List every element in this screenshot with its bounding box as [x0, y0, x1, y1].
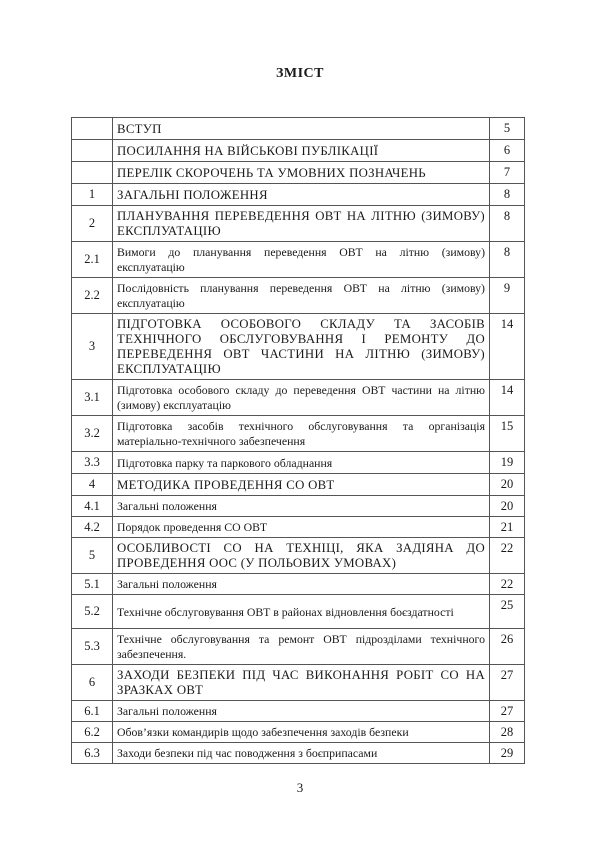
toc-section-title: МЕТОДИКА ПРОВЕДЕННЯ СО ОВТ — [113, 474, 490, 496]
toc-row — [72, 517, 525, 538]
toc-section-title: Загальні положення — [113, 574, 490, 595]
page-number: 3 — [296, 780, 304, 795]
toc-row — [72, 314, 525, 380]
toc-row — [72, 206, 525, 242]
toc-row — [72, 380, 525, 416]
toc-section-title: Технічне обслуговування та ремонт ОВТ підрозділами технічного забезпечення. — [113, 629, 490, 665]
toc-section-number: 3.1 — [72, 380, 113, 416]
toc-row — [72, 452, 525, 474]
toc-section-number: 5.2 — [72, 595, 113, 629]
toc-section-title: ОСОБЛИВОСТІ СО НА ТЕХНІЦІ, ЯКА ЗАДІЯНА ДО ПРОВЕДЕННЯ ООС (У ПОЛЬОВИХ УМОВАХ) — [113, 538, 490, 574]
toc-section-number — [72, 162, 113, 184]
toc-row — [72, 743, 525, 764]
toc-page-number: 29 — [490, 743, 525, 764]
toc-row — [72, 538, 525, 574]
toc-page-number: 28 — [490, 722, 525, 743]
toc-page-number: 22 — [490, 574, 525, 595]
toc-section-number: 3.3 — [72, 452, 113, 474]
toc-page-number: 14 — [490, 380, 525, 416]
toc-section-number: 2 — [72, 206, 113, 242]
toc-page-number: 22 — [490, 538, 525, 574]
toc-section-title: Загальні положення — [113, 701, 490, 722]
toc-section-number: 3.2 — [72, 416, 113, 452]
toc-row — [72, 474, 525, 496]
toc-page-number: 27 — [490, 701, 525, 722]
toc-body — [72, 118, 525, 764]
toc-page-number: 6 — [490, 140, 525, 162]
toc-row — [72, 242, 525, 278]
toc-page-number: 8 — [490, 184, 525, 206]
toc-page-number: 25 — [490, 595, 525, 629]
toc-section-title: Заходи безпеки під час поводження з боєприпасами — [113, 743, 490, 764]
toc-row — [72, 595, 525, 629]
toc-row — [72, 118, 525, 140]
toc-section-number: 6 — [72, 665, 113, 701]
toc-section-title: ПЛАНУВАННЯ ПЕРЕВЕДЕННЯ ОВТ НА ЛІТНЮ (ЗИМОВУ) ЕКСПЛУАТАЦІЮ — [113, 206, 490, 242]
toc-section-title: ВСТУП — [113, 118, 490, 140]
toc-page-number: 14 — [490, 314, 525, 380]
toc-section-title: ПІДГОТОВКА ОСОБОВОГО СКЛАДУ ТА ЗАСОБІВ ТЕХНІЧНОГО ОБСЛУГОВУВАННЯ І РЕМОНТУ ДО ПЕРЕВЕДЕННЯ ОВТ ЧАСТИНИ НА ЛІТНЮ (ЗИМОВУ) ЕКСПЛУАТАЦІЮ — [113, 314, 490, 380]
toc-section-number — [72, 118, 113, 140]
toc-section-title: Технічне обслуговування ОВТ в районах відновлення боєздатності — [113, 595, 490, 629]
toc-page-number: 20 — [490, 496, 525, 517]
toc-page-number: 19 — [490, 452, 525, 474]
toc-row — [72, 162, 525, 184]
toc-page-number: 15 — [490, 416, 525, 452]
toc-section-title: Підготовка парку та паркового обладнання — [113, 452, 490, 474]
toc-page-number: 8 — [490, 242, 525, 278]
toc-section-number: 4 — [72, 474, 113, 496]
toc-row — [72, 665, 525, 701]
toc-section-number: 6.3 — [72, 743, 113, 764]
toc-page-number: 8 — [490, 206, 525, 242]
toc-page-number: 21 — [490, 517, 525, 538]
toc-row — [72, 629, 525, 665]
page-title: ЗМІСТ — [276, 66, 324, 81]
toc-section-title: ЗАХОДИ БЕЗПЕКИ ПІД ЧАС ВИКОНАННЯ РОБІТ СО НА ЗРАЗКАХ ОВТ — [113, 665, 490, 701]
toc-section-title: Вимоги до планування переведення ОВТ на літню (зимову) експлуатацію — [113, 242, 490, 278]
toc-section-title: ПОСИЛАННЯ НА ВІЙСЬКОВІ ПУБЛІКАЦІЇ — [113, 140, 490, 162]
toc-section-number: 2.2 — [72, 278, 113, 314]
toc-section-title: ПЕРЕЛІК СКОРОЧЕНЬ ТА УМОВНИХ ПОЗНАЧЕНЬ — [113, 162, 490, 184]
toc-section-number: 6.1 — [72, 701, 113, 722]
toc-row — [72, 722, 525, 743]
toc-section-title: Підготовка засобів технічного обслуговування та організація матеріально-технічного забезпечення — [113, 416, 490, 452]
toc-section-title: Загальні положення — [113, 496, 490, 517]
toc-page-number: 20 — [490, 474, 525, 496]
toc-section-title: Порядок проведення СО ОВТ — [113, 517, 490, 538]
toc-row — [72, 701, 525, 722]
toc-page-number: 5 — [490, 118, 525, 140]
toc-section-number: 3 — [72, 314, 113, 380]
toc-section-number: 1 — [72, 184, 113, 206]
table-of-contents — [71, 117, 525, 764]
toc-row — [72, 278, 525, 314]
toc-section-number: 6.2 — [72, 722, 113, 743]
toc-row — [72, 140, 525, 162]
toc-section-number: 4.2 — [72, 517, 113, 538]
toc-section-number: 2.1 — [72, 242, 113, 278]
toc-section-number — [72, 140, 113, 162]
toc-section-title: Підготовка особового складу до переведення ОВТ частини на літню (зимову) експлуатацію — [113, 380, 490, 416]
toc-section-title: ЗАГАЛЬНІ ПОЛОЖЕННЯ — [113, 184, 490, 206]
toc-page-number: 27 — [490, 665, 525, 701]
toc-row — [72, 416, 525, 452]
toc-section-title: Послідовність планування переведення ОВТ на літню (зимову) експлуатацію — [113, 278, 490, 314]
toc-page-number: 7 — [490, 162, 525, 184]
toc-section-title: Обов’язки командирів щодо забезпечення заходів безпеки — [113, 722, 490, 743]
toc-page-number: 9 — [490, 278, 525, 314]
toc-page-number: 26 — [490, 629, 525, 665]
toc-row — [72, 574, 525, 595]
toc-section-number: 5.3 — [72, 629, 113, 665]
toc-row — [72, 184, 525, 206]
toc-section-number: 5 — [72, 538, 113, 574]
toc-section-number: 5.1 — [72, 574, 113, 595]
toc-section-number: 4.1 — [72, 496, 113, 517]
toc-row — [72, 496, 525, 517]
